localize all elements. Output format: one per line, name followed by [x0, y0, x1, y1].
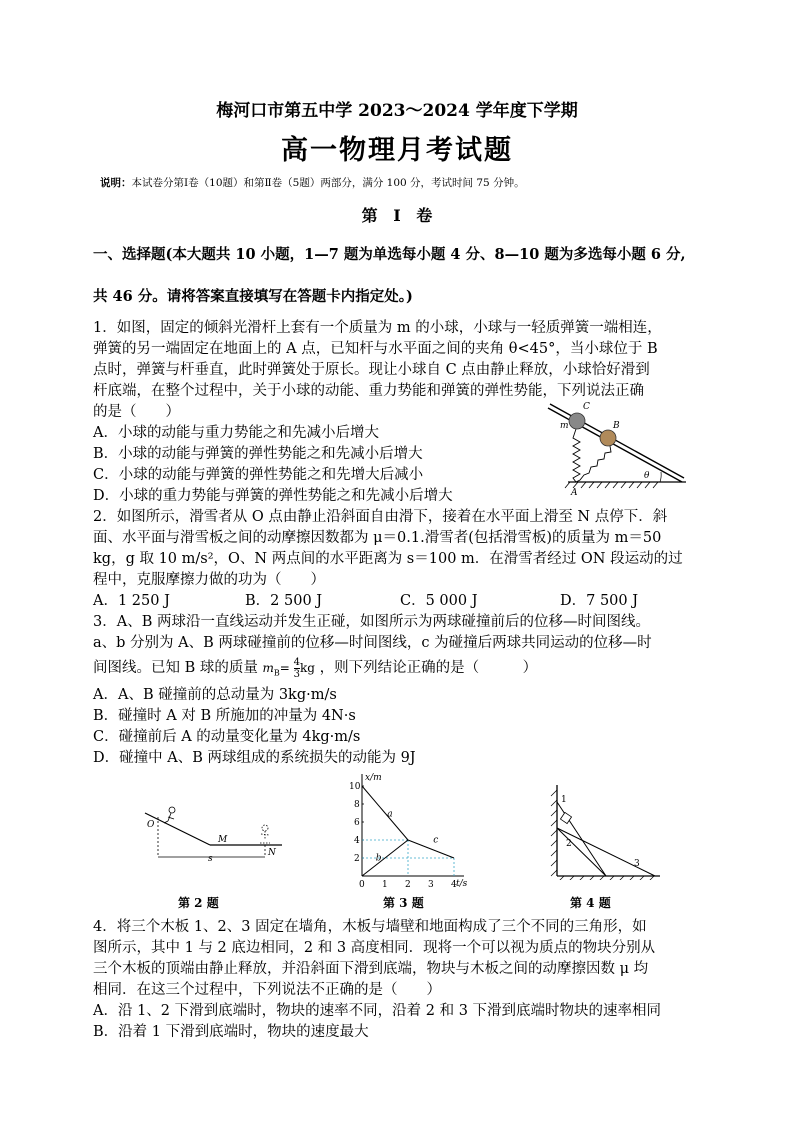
label-board-2: 2: [566, 839, 572, 849]
note-label: 说明：: [100, 177, 132, 189]
series-line-b: [362, 840, 408, 876]
x-tick-label: 2: [405, 880, 411, 888]
q2-line: 面、水平面与滑雪板之间的动摩擦因数都为 μ＝0.1.滑雪者(包括滑雪板)的质量为 m＝50: [93, 530, 662, 546]
board-2: [557, 828, 606, 876]
q4-line: 相同．在这三个过程中，下列说法不正确的是（ ）: [93, 982, 441, 998]
q1-figure: [540, 396, 690, 498]
skier-end-icon: [260, 831, 270, 843]
mass-unit: kg: [300, 660, 315, 675]
q3-caption: 第 3 题: [383, 896, 424, 910]
y-tick-label: 8: [354, 800, 360, 810]
q1-option-c: C．小球的动能与弹簧的弹性势能之和先增大后减小: [93, 467, 424, 483]
q2-line: 程中，克服摩擦力做的功为（ ）: [93, 572, 325, 588]
q2-option-a: A．1 250 J: [93, 593, 170, 609]
q3-line: 3．A、B 两球沿一直线运动并发生正碰，如图所示为两球碰撞前后的位移—时间图线。: [93, 614, 650, 630]
q3-line-with-mass: [93, 656, 537, 680]
mass-expression: [262, 657, 315, 680]
ball-at-b: [600, 430, 616, 446]
y-tick-label: 10: [349, 782, 361, 792]
series-label-c: c: [433, 835, 439, 846]
label-n: N: [268, 848, 276, 858]
y-tick-label: 2: [354, 854, 360, 864]
q4-line: 4．将三个木板 1、2、3 固定在墙角，木板与墙壁和地面构成了三个不同的三角形，如: [93, 919, 647, 935]
x-axis-label: t/s: [456, 879, 468, 888]
label-s: s: [208, 854, 213, 864]
q4-figure: [540, 780, 670, 880]
q2-caption: 第 2 题: [178, 896, 219, 910]
spring-c: [573, 426, 580, 482]
volume-heading: 第 Ⅰ 卷: [361, 206, 433, 225]
q3-option-a: A．A、B 碰撞前的总动量为 3kg·m/s: [93, 687, 337, 703]
q3-line: a、b 分别为 A、B 两球碰撞前的位移—时间图线，c 为碰撞后两球共同运动的位移—时: [93, 635, 652, 651]
section-heading-line1: 一、选择题(本大题共 10 小题，1—7 题为单选每小题 4 分、8—10 题为多选每小题 6 分,: [93, 246, 686, 263]
spring-b: [576, 446, 611, 482]
mass-symbol: m: [262, 660, 274, 675]
label-c: C: [583, 402, 590, 412]
y-axis-label: x/m: [365, 773, 382, 783]
mass-eq: =: [279, 660, 290, 675]
ground-hatch: [565, 482, 658, 488]
label-m: m: [560, 421, 569, 431]
q3-option-d: D．碰撞中 A、B 两球组成的系统损失的动能为 9J: [93, 750, 416, 766]
q2-option-c: C．5 000 J: [400, 593, 478, 609]
skier-end-head-icon: [262, 825, 268, 831]
series-line-c: [408, 840, 454, 858]
rod: [548, 404, 684, 482]
q2-figure: [140, 795, 290, 870]
q2-option-d: D．7 500 J: [560, 593, 639, 609]
q1-option-d: D．小球的重力势能与弹簧的弹性势能之和先减小后增大: [93, 488, 453, 504]
label-b: B: [613, 421, 620, 431]
x-tick-label: 1: [382, 880, 388, 888]
mass-num: 4: [293, 656, 301, 668]
note-text: 本试卷分第Ⅰ卷（10题）和第Ⅱ卷（5题）两部分，满分 100 分，考试时间 75 分钟。: [131, 177, 525, 189]
q3-option-c: C．碰撞前后 A 的动量变化量为 4kg·m/s: [93, 729, 361, 745]
q3-line3-pre: 间图线。已知 B 球的质量: [93, 660, 258, 676]
label-a: A: [571, 488, 578, 498]
mass-sub: B: [273, 667, 280, 677]
ball-at-c: [569, 413, 585, 429]
skier-icon: [164, 813, 174, 823]
q2-line: kg，g 取 10 m/s²，O、N 两点间的水平距离为 s＝100 m．在滑雪者经过 ON 段运动的过: [93, 551, 683, 567]
angle-arc: [660, 472, 661, 482]
mass-den: 3: [293, 668, 301, 680]
exam-note: [100, 175, 525, 190]
q3-line3-post: ，则下列结论正确的是（ ）: [319, 660, 538, 676]
q1-line: 弹簧的另一端固定在地面上的 A 点，已知杆与水平面之间的夹角 θ<45°，当小球位于 B: [93, 341, 658, 357]
skier-head-icon: [169, 807, 175, 813]
x-tick-label: 4: [451, 880, 457, 888]
q1-line: 的是（ ）: [93, 404, 180, 420]
series-line-a: [362, 786, 408, 840]
label-board-1: 1: [561, 795, 567, 805]
q1-line: 杆底端，在整个过程中，关于小球的动能、重力势能和弹簧的弹性势能，下列说法正确: [93, 383, 644, 399]
q4-option-b: B．沿着 1 下滑到底端时，物块的速度最大: [93, 1024, 369, 1040]
q1-option-b: B．小球的动能与弹簧的弹性势能之和先减小后增大: [93, 446, 423, 462]
q1-option-a: A．小球的动能与重力势能之和先减小后增大: [93, 425, 379, 441]
exam-title: 高一物理月考试题: [281, 135, 513, 166]
q4-caption: 第 4 题: [570, 896, 611, 910]
series-label-a: a: [387, 809, 393, 820]
q4-option-a: A．沿 1、2 下滑到底端时，物块的速率不同，沿着 2 和 3 下滑到底端时物块的速率相同: [93, 1003, 662, 1019]
wall-hatch: [551, 790, 557, 876]
label-theta: θ: [644, 471, 650, 481]
x-tick-label: 3: [428, 880, 434, 888]
label-board-3: 3: [634, 859, 640, 869]
board-3: [557, 828, 655, 876]
y-tick-label: 6: [354, 818, 360, 828]
q1-line: 点时，弹簧与杆垂直，此时弹簧处于原长。现让小球自 C 点由静止释放，小球恰好滑到: [93, 362, 650, 378]
q4-line: 图所示，其中 1 与 2 底边相同，2 和 3 高度相同．现将一个可以视为质点的物块分别从: [93, 940, 656, 956]
label-m: M: [218, 835, 228, 845]
label-o: O: [147, 820, 155, 830]
y-tick-label: 4: [354, 836, 360, 846]
q2-line: 2．如图所示，滑雪者从 O 点由静止沿斜面自由滑下，接着在水平面上滑至 N 点停下．斜: [93, 509, 668, 525]
q4-line: 三个木板的顶端由静止释放，并沿斜面下滑到底端，物块与木板之间的动摩擦因数 μ 均: [93, 961, 649, 977]
x-tick-label: 0: [359, 880, 365, 888]
q2-option-b: B．2 500 J: [245, 593, 323, 609]
section-heading-line2: 共 46 分。请将答案直接填写在答题卡内指定处。): [93, 288, 413, 305]
q3-chart: [340, 770, 485, 888]
series-label-b: b: [375, 853, 382, 864]
q1-line: 1．如图，固定的倾斜光滑杆上套有一个质量为 m 的小球，小球与一轻质弹簧一端相连，: [93, 320, 662, 336]
q3-option-b: B．碰撞时 A 对 B 所施加的冲量为 4N·s: [93, 708, 356, 724]
school-header: 梅河口市第五中学 2023～2024 学年度下学期: [216, 101, 578, 121]
slope: [145, 813, 210, 845]
